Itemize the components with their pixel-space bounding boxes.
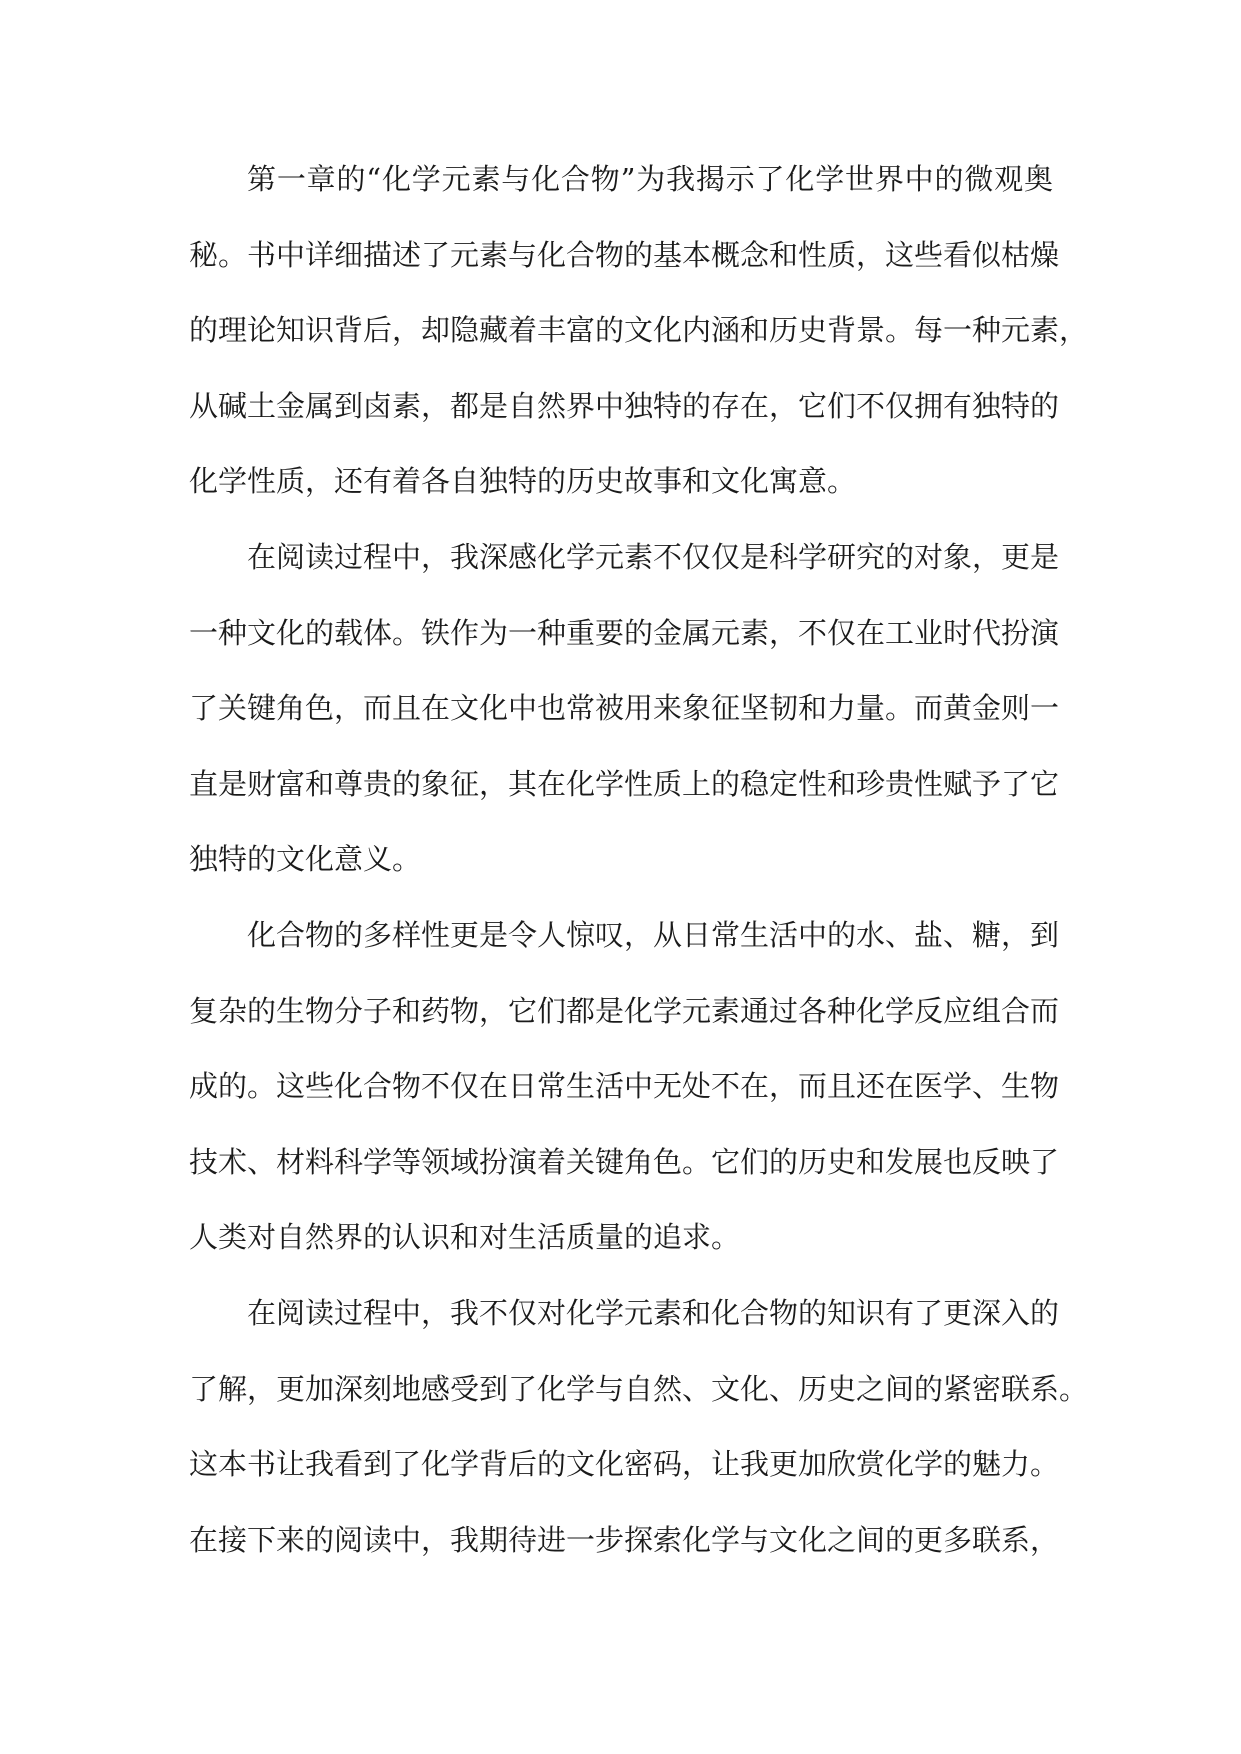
text-line: 了解，更加深刻地感受到了化学与自然、文化、历史之间的紧密联系。 — [189, 1371, 1089, 1406]
paragraph-4 — [189, 1276, 1089, 1578]
text-line: 化学性质，还有着各自独特的历史故事和文化寓意。 — [189, 464, 857, 499]
text-line: 人类对自然界的认识和对生活质量的追求。 — [189, 1220, 741, 1255]
text-line: 成的。这些化合物不仅在日常生活中无处不在，而且还在医学、生物 — [189, 1069, 1060, 1104]
text-line: 了关键角色，而且在文化中也常被用来象征坚韧和力量。而黄金则一 — [189, 691, 1060, 726]
text-line: 直是财富和尊贵的象征，其在化学性质上的稳定性和珍贵性赋予了它 — [189, 766, 1060, 801]
paragraph-1 — [189, 142, 1089, 520]
text-line: 的理论知识背后，却隐藏着丰富的文化内涵和历史背景。每一种元素， — [189, 313, 1089, 348]
text-line: 化合物的多样性更是令人惊叹，从日常生活中的水、盐、糖，到 — [247, 917, 1060, 952]
text-line: 在接下来的阅读中，我期待进一步探索化学与文化之间的更多联系， — [189, 1522, 1060, 1557]
text-line: 秘。书中详细描述了元素与化合物的基本概念和性质，这些看似枯燥 — [189, 237, 1060, 272]
paragraph-2 — [189, 520, 1060, 898]
text-line: 在阅读过程中，我不仅对化学元素和化合物的知识有了更深入的 — [247, 1295, 1060, 1330]
text-line: 一种文化的载体。铁作为一种重要的金属元素，不仅在工业时代扮演 — [189, 615, 1060, 650]
text-line: 复杂的生物分子和药物，它们都是化学元素通过各种化学反应组合而 — [189, 993, 1060, 1028]
text-line: 第一章的“化学元素与化合物”为我揭示了化学世界中的微观奥 — [247, 162, 1053, 196]
text-line: 独特的文化意义。 — [189, 842, 422, 877]
text-line: 从碱土金属到卤素，都是自然界中独特的存在，它们不仅拥有独特的 — [189, 388, 1060, 423]
document-body — [189, 142, 1089, 1578]
text-line: 在阅读过程中，我深感化学元素不仅仅是科学研究的对象，更是 — [247, 539, 1060, 574]
paragraph-3 — [189, 898, 1060, 1276]
text-line: 这本书让我看到了化学背后的文化密码，让我更加欣赏化学的魅力。 — [189, 1447, 1060, 1482]
text-line: 技术、材料科学等领域扮演着关键角色。它们的历史和发展也反映了 — [189, 1144, 1060, 1179]
